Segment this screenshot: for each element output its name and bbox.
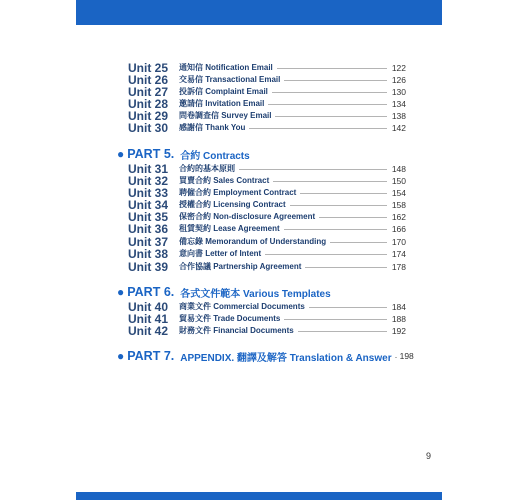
- page-number-ref: 174: [391, 248, 406, 259]
- page-number-ref: 158: [391, 199, 406, 210]
- page-number-ref: 148: [391, 163, 406, 174]
- dot-leader: [249, 128, 387, 129]
- unit-number: Unit 42: [128, 323, 169, 338]
- unit-title: 合作協議 Partnership Agreement: [179, 262, 302, 271]
- page-number-ref: 184: [391, 301, 406, 312]
- unit-number: Unit 28: [128, 96, 169, 111]
- unit-number: Unit 29: [128, 108, 169, 123]
- dot-leader: [319, 217, 387, 218]
- bullet-icon: ●: [117, 349, 125, 363]
- page-number-ref: 162: [391, 211, 406, 222]
- dot-leader: [284, 229, 387, 230]
- page-number-ref: 126: [391, 74, 406, 85]
- dot-leader: [265, 254, 387, 255]
- unit-number: Unit 31: [128, 161, 169, 176]
- toc-entry[interactable]: [128, 260, 406, 273]
- unit-title: 貿易文件 Trade Documents: [179, 314, 281, 323]
- page-number-ref: 170: [391, 236, 406, 247]
- unit-number: Unit 40: [128, 299, 169, 314]
- toc-entry[interactable]: [128, 222, 406, 235]
- page-number-ref: 178: [391, 261, 406, 272]
- unit-title: 問卷調查信 Survey Email: [179, 111, 272, 120]
- unit-title: 財務文件 Financial Documents: [179, 326, 294, 335]
- dot-leader: [290, 205, 387, 206]
- page-number-ref: 134: [391, 98, 406, 109]
- page-number-ref: 150: [391, 175, 406, 186]
- part-heading[interactable]: [117, 348, 414, 364]
- part-title: APPENDIX. 翻譯及解答 Translation & Answer: [180, 352, 392, 364]
- unit-number: Unit 39: [128, 259, 169, 274]
- unit-title: 投訴信 Complaint Email: [179, 87, 268, 96]
- page-number-ref: 166: [391, 223, 406, 234]
- unit-title: 意向書 Letter of Intent: [179, 249, 262, 258]
- unit-title: 感謝信 Thank You: [179, 123, 246, 132]
- unit-title: 買賣合約 Sales Contract: [179, 176, 270, 185]
- unit-number: Unit 26: [128, 72, 169, 87]
- page-number: 9: [426, 451, 432, 461]
- unit-title: 備忘錄 Memorandum of Understanding: [179, 237, 327, 246]
- dot-leader: [395, 357, 397, 358]
- dot-leader: [273, 181, 387, 182]
- unit-title: 租賃契約 Lease Agreement: [179, 224, 280, 233]
- dot-leader: [300, 193, 387, 194]
- page-number-ref: 130: [391, 86, 406, 97]
- dot-leader: [272, 92, 387, 93]
- page-number-ref: 154: [391, 187, 406, 198]
- page-number-ref: 122: [391, 62, 406, 73]
- unit-number: Unit 27: [128, 84, 169, 99]
- unit-number: Unit 38: [128, 246, 169, 261]
- page-number-ref: 188: [391, 313, 406, 324]
- unit-number: Unit 30: [128, 120, 169, 135]
- dot-leader: [330, 242, 387, 243]
- part-heading[interactable]: [117, 146, 250, 162]
- unit-number: Unit 36: [128, 221, 169, 236]
- header-band: [76, 0, 442, 25]
- part-title: 各式文件範本 Various Templates: [180, 288, 331, 300]
- bullet-icon: ●: [117, 285, 125, 299]
- part-label: PART 5.: [127, 147, 175, 161]
- unit-title: 授權合約 Licensing Contract: [179, 200, 286, 209]
- unit-number: Unit 34: [128, 197, 169, 212]
- unit-number: Unit 35: [128, 209, 169, 224]
- unit-title: 邀請信 Invitation Email: [179, 99, 265, 108]
- toc-entry[interactable]: [128, 324, 406, 337]
- page-number-ref: 198: [399, 351, 414, 361]
- part-label: PART 6.: [127, 285, 175, 299]
- dot-leader: [284, 80, 387, 81]
- dot-leader: [284, 319, 387, 320]
- bullet-icon: ●: [117, 147, 125, 161]
- page-number-ref: 138: [391, 110, 406, 121]
- page-number-ref: 192: [391, 325, 406, 336]
- part-label: PART 7.: [127, 349, 175, 363]
- part-heading[interactable]: [117, 284, 331, 300]
- dot-leader: [277, 68, 387, 69]
- unit-number: Unit 33: [128, 185, 169, 200]
- toc-entry[interactable]: [128, 121, 406, 134]
- unit-title: 合約的基本原則: [179, 164, 235, 173]
- dot-leader: [305, 267, 387, 268]
- unit-title: 保密合約 Non-disclosure Agreement: [179, 212, 316, 221]
- dot-leader: [309, 307, 387, 308]
- toc-entry[interactable]: [128, 247, 406, 260]
- unit-title: 商業文件 Commercial Documents: [179, 302, 305, 311]
- dot-leader: [275, 116, 387, 117]
- dot-leader: [268, 104, 387, 105]
- footer-band: [76, 492, 442, 500]
- unit-title: 通知信 Notification Email: [179, 63, 273, 72]
- unit-title: 交易信 Transactional Email: [179, 75, 281, 84]
- unit-number: Unit 37: [128, 234, 169, 249]
- dot-leader: [298, 331, 387, 332]
- unit-number: Unit 25: [128, 60, 169, 75]
- part-title: 合約 Contracts: [180, 150, 250, 162]
- dot-leader: [239, 169, 387, 170]
- unit-number: Unit 41: [128, 311, 169, 326]
- page-number-ref: 142: [391, 122, 406, 133]
- unit-number: Unit 32: [128, 173, 169, 188]
- unit-title: 聘僱合約 Employment Contract: [179, 188, 297, 197]
